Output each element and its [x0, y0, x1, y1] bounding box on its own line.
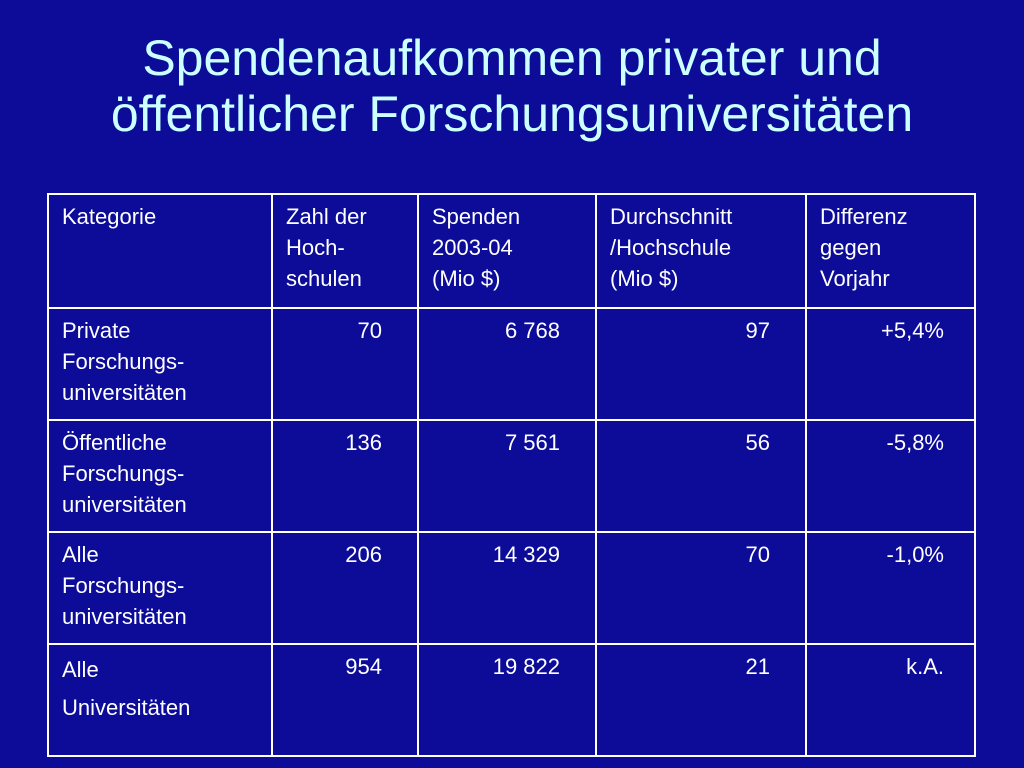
header-spenden-line: (Mio $) — [432, 266, 501, 291]
cell-zahl: 136 — [272, 420, 418, 532]
header-kategorie — [48, 194, 272, 308]
table-header-row — [48, 194, 975, 308]
table-row — [48, 308, 975, 420]
header-spenden — [418, 194, 596, 308]
cell-zahl: 70 — [272, 308, 418, 420]
cell-kategorie-line: Forschungs- — [62, 349, 185, 374]
cell-kategorie-line: Private — [62, 318, 131, 343]
cell-spenden: 14 329 — [418, 532, 596, 644]
cell-differenz: +5,4% — [806, 308, 975, 420]
cell-durchschnitt: 56 — [596, 420, 806, 532]
header-zahl-line: Hoch- — [286, 235, 345, 260]
cell-spenden: 19 822 — [418, 644, 596, 756]
header-differenz-line: Differenz — [820, 204, 908, 229]
cell-durchschnitt: 21 — [596, 644, 806, 756]
cell-kategorie-line: Alle — [62, 657, 99, 682]
header-kategorie-line: Kategorie — [62, 204, 157, 229]
header-spenden-line: 2003-04 — [432, 235, 513, 260]
donations-table — [47, 193, 976, 757]
cell-differenz: -1,0% — [806, 532, 975, 644]
header-durchschnitt-line: Durchschnitt — [610, 204, 733, 229]
header-durchschnitt — [596, 194, 806, 308]
cell-durchschnitt: 70 — [596, 532, 806, 644]
cell-differenz: k.A. — [806, 644, 975, 756]
cell-kategorie — [48, 308, 272, 420]
table-row — [48, 644, 975, 756]
cell-kategorie-line: Universitäten — [62, 695, 191, 720]
header-spenden-line: Spenden — [432, 204, 521, 229]
cell-kategorie-line: universitäten — [62, 604, 187, 629]
cell-spenden: 6 768 — [418, 308, 596, 420]
cell-kategorie-line: Forschungs- — [62, 573, 185, 598]
table-row — [48, 532, 975, 644]
header-zahl-line: Zahl der — [286, 204, 367, 229]
cell-kategorie — [48, 420, 272, 532]
slide-title-line-1: Spendenaufkommen privater und — [142, 30, 882, 86]
cell-differenz: -5,8% — [806, 420, 975, 532]
cell-kategorie — [48, 644, 272, 756]
cell-kategorie-line: Alle — [62, 542, 99, 567]
cell-spenden: 7 561 — [418, 420, 596, 532]
cell-kategorie-line: universitäten — [62, 492, 187, 517]
header-differenz-line: gegen — [820, 235, 882, 260]
cell-kategorie-line: universitäten — [62, 380, 187, 405]
cell-kategorie — [48, 532, 272, 644]
header-durchschnitt-line: (Mio $) — [610, 266, 679, 291]
slide-title — [0, 30, 1024, 142]
header-differenz-line: Vorjahr — [820, 266, 890, 291]
cell-kategorie-line: Öffentliche — [62, 430, 167, 455]
header-differenz — [806, 194, 975, 308]
cell-zahl: 954 — [272, 644, 418, 756]
slide-title-line-2: öffentlicher Forschungsuniversitäten — [110, 86, 914, 142]
cell-zahl: 206 — [272, 532, 418, 644]
cell-kategorie-line: Forschungs- — [62, 461, 185, 486]
header-durchschnitt-line: /Hochschule — [610, 235, 732, 260]
header-zahl-der-hochschulen — [272, 194, 418, 308]
header-zahl-line: schulen — [286, 266, 362, 291]
cell-durchschnitt: 97 — [596, 308, 806, 420]
table-row — [48, 420, 975, 532]
